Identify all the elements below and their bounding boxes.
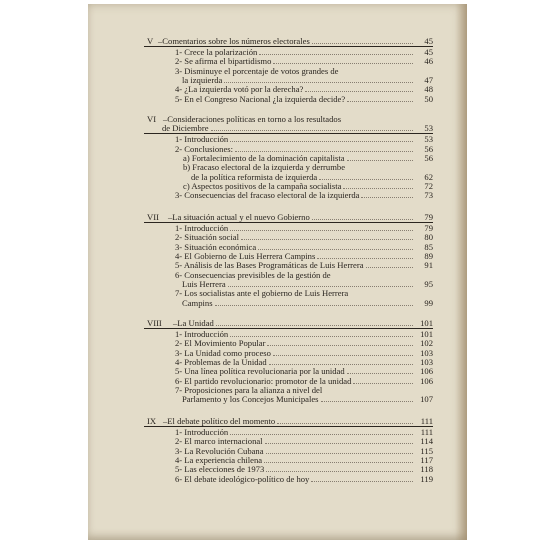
dot-leader [241, 232, 413, 240]
toc-entry-page-number: 48 [424, 84, 433, 95]
dot-leader [347, 94, 413, 102]
toc-entry-text: 1- Introducción [175, 426, 229, 437]
toc-entry-page-number: 102 [420, 338, 433, 349]
dot-leader [211, 123, 413, 131]
dot-leader [343, 181, 413, 189]
toc-entry-page-number: 106 [420, 366, 433, 377]
toc-entry-text: 1- Introducción [175, 134, 229, 145]
toc-entry [175, 474, 433, 484]
toc-entry-page-number: 56 [424, 152, 433, 163]
toc-entry-page-number: 47 [424, 74, 433, 85]
dot-leader [215, 298, 413, 306]
dot-leader [366, 260, 413, 268]
dot-leader [230, 134, 413, 142]
chapter-number: VI [147, 114, 157, 124]
toc-entry-text: 6- Consecuencias previsibles de la gestión de [175, 269, 331, 280]
toc-entry-text: 3- Situación económica [175, 241, 257, 252]
dot-leader [312, 36, 413, 44]
toc-entry-page-number: 107 [420, 394, 433, 405]
toc-entry-page-number: 91 [424, 260, 433, 271]
toc-entry-page-number: 103 [420, 356, 433, 367]
toc-entry-page-number: 111 [420, 426, 433, 437]
dot-leader [347, 366, 413, 374]
toc-entry-text: 1- Introducción [175, 222, 229, 233]
dot-leader [265, 436, 413, 444]
chapter-number: V [147, 36, 154, 46]
chapter-title-text: –La situación actual y el nuevo Gobierno [168, 212, 310, 222]
toc-entry-text: 3- La Revolución Cubana [175, 445, 264, 456]
chapter-title [163, 416, 433, 426]
toc-entry-text: b) Fracaso electoral de la izquierda y derrumbe [183, 162, 346, 173]
chapter-title-cont [162, 123, 433, 133]
toc-entry-page-number: 114 [420, 436, 433, 447]
toc-entry-page-number: 118 [420, 464, 433, 475]
toc-entry-page-number: 72 [424, 180, 433, 191]
dot-leader [273, 348, 413, 356]
toc-entry-text: 6- El partido revolucionario: promotor de la unidad [175, 375, 352, 386]
chapter-title-text: –La Unidad [173, 318, 214, 328]
toc-entry-text: 4- ¿La izquierda votó por la derecha? [175, 84, 304, 95]
toc-entry-text: 7- Proposiciones para la alianza a nivel del [175, 384, 323, 395]
dot-leader [321, 394, 413, 402]
chapter-title-cont-text: de Diciembre [162, 123, 209, 134]
toc-entry-page-number: 99 [424, 297, 433, 308]
toc-entry-page-number: 101 [420, 328, 433, 339]
dot-leader [273, 56, 413, 64]
toc-entry-page-number: 106 [420, 375, 433, 386]
dot-leader [317, 251, 413, 259]
dot-leader [264, 455, 413, 463]
table-of-contents [88, 4, 467, 540]
toc-entry-text: 3- La Unidad como proceso [175, 347, 271, 358]
dot-leader [230, 329, 413, 337]
chapter-title [173, 318, 433, 328]
toc-entry-page-number: 80 [424, 232, 433, 243]
toc-entry-text: 2- Se afirma el bipartidismo [175, 56, 272, 67]
dot-leader [361, 190, 413, 198]
toc-entry-page-number: 56 [424, 143, 433, 154]
dot-leader [258, 242, 413, 250]
toc-entry-page-number: 50 [424, 93, 433, 104]
toc-entry-text: 2- El marco internacional [175, 436, 263, 447]
chapter-title-page-number: 101 [420, 318, 433, 328]
toc-entry-text: 3- Disminuye el porcentaje de votos grandes de [175, 65, 339, 76]
dot-leader [347, 153, 413, 161]
toc-entry-text: 5- Análisis de las Bases Programáticas de Luis Herrera [175, 260, 364, 271]
toc-entry-text: 1- Introducción [175, 328, 229, 339]
toc-entry-text: 1- Crece la polarización [175, 46, 258, 57]
toc-entry-text: c) Aspectos positivos de la campaña socialista [183, 180, 342, 191]
toc-entry-text: 5- En el Congreso Nacional ¿la izquierda decide? [175, 93, 346, 104]
toc-entry-page-number: 79 [424, 222, 433, 233]
toc-entry-text: 2- Conclusiones: [175, 143, 234, 154]
chapter-title-page-number: 79 [424, 212, 433, 222]
dot-leader [312, 212, 413, 220]
toc-entry-page-number: 117 [420, 454, 433, 465]
toc-entry [175, 190, 433, 200]
chapter-title [158, 36, 433, 46]
chapter-title-page-number: 45 [424, 36, 433, 46]
toc-entry-text: de la política reformista de izquierda [191, 171, 318, 182]
toc-entry-page-number: 62 [424, 171, 433, 182]
toc-entry-page-number: 45 [424, 46, 433, 57]
toc-entry-text: Parlamento y los Concejos Municipales [182, 394, 319, 405]
toc-entry [182, 298, 433, 308]
chapter-title-text: –El debate político del momento [163, 416, 276, 426]
chapter-title-text: –Comentarios sobre los números electorales [158, 36, 310, 46]
toc-entry-page-number: 115 [420, 445, 433, 456]
toc-entry [175, 94, 433, 104]
toc-entry-page-number: 95 [424, 278, 433, 289]
dot-leader [311, 474, 413, 482]
toc-entry-page-number: 85 [424, 241, 433, 252]
dot-leader [305, 84, 413, 92]
toc-entry-text: 4- Problemas de la Unidad [175, 356, 267, 367]
chapter-title-page-number: 111 [420, 416, 433, 426]
toc-entry [182, 394, 433, 404]
chapter-number: VIII [147, 318, 162, 328]
dot-leader [353, 376, 413, 384]
toc-entry-text: 4- El Gobierno de Luis Herrera Campins [175, 250, 316, 261]
toc-entry-page-number: 119 [420, 473, 433, 484]
dot-leader [230, 427, 413, 435]
toc-entry-text: 5- Una línea política revolucionaria por la unidad [175, 366, 345, 377]
toc-entry-page-number: 46 [424, 56, 433, 67]
dot-leader [266, 464, 413, 472]
dot-leader [224, 75, 413, 83]
dot-leader [259, 47, 413, 55]
dot-leader [267, 338, 413, 346]
dot-leader [228, 279, 413, 287]
chapter-number: VII [147, 212, 159, 222]
chapter-number: IX [147, 416, 157, 426]
toc-entry-text: 7- Los socialistas ante el gobierno de Luis Herrera [175, 288, 349, 299]
toc-entry-text: Campins [182, 297, 213, 308]
chapter-title-cont-page-number: 53 [424, 123, 433, 134]
toc-entry-text: 3- Consecuencias del fracaso electoral de la izquierda [175, 190, 360, 201]
toc-entry-page-number: 103 [420, 347, 433, 358]
toc-entry-page-number: 53 [424, 134, 433, 145]
book-page [88, 4, 467, 540]
dot-leader [266, 446, 413, 454]
dot-leader [319, 172, 413, 180]
dot-leader [277, 416, 413, 424]
toc-entry-text: 5- Las elecciones de 1973 [175, 464, 265, 475]
chapter-title [168, 212, 433, 222]
toc-entry-page-number: 73 [424, 190, 433, 201]
toc-entry-text: 2- El Movimiento Popular [175, 338, 266, 349]
toc-entry-text: 6- El debate ideológico-político de hoy [175, 473, 310, 484]
toc-entry-page-number: 89 [424, 250, 433, 261]
chapter-title-text: –Consideraciones políticas en torno a los resultados [163, 114, 342, 124]
toc-entry-text: la izquierda [182, 74, 223, 85]
toc-entry-text: Luis Herrera [182, 278, 226, 289]
dot-leader [235, 144, 413, 152]
dot-leader [269, 357, 413, 365]
dot-leader [230, 223, 413, 231]
toc-entry-text: 2- Situación social [175, 232, 239, 243]
dot-leader [216, 318, 413, 326]
toc-entry-text: a) Fortalecimiento de la dominación capitalista [183, 152, 345, 163]
toc-entry-text: 4- La experiencia chilena [175, 454, 263, 465]
